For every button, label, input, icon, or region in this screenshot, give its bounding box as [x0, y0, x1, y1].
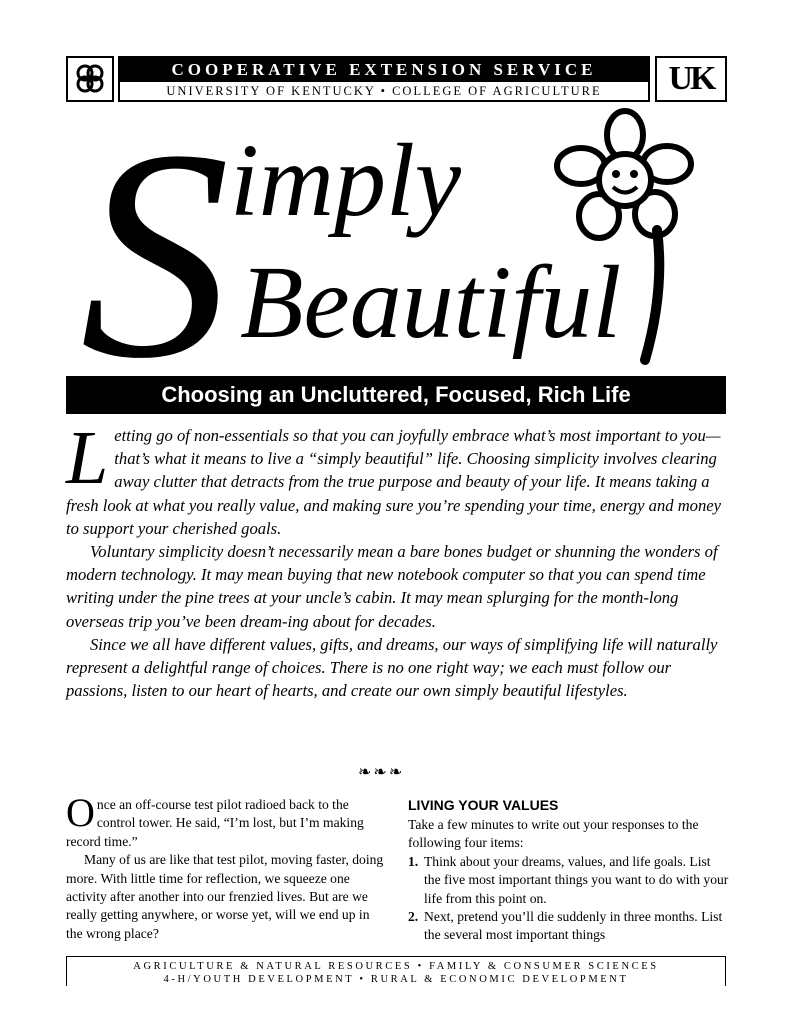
- list-text: Next, pretend you’ll die suddenly in three months. List the several most important things: [424, 909, 723, 943]
- title-line1: imply: [230, 123, 462, 238]
- section-intro: Take a few minutes to write out your responses to the following four items:: [408, 817, 699, 851]
- intro-paragraph-3: Since we all have different values, gifts, and dreams, our ways of simplifying life will naturally represent a delightful range of choices. There is no one right way; we each must follow our passions, listen to our heart of hearts, and create our own simply beautiful lifestyles.: [66, 634, 718, 701]
- uk-logo: [655, 56, 727, 102]
- title-big-s: S: [80, 105, 230, 375]
- list-item: [408, 853, 730, 908]
- intro-paragraph-text: etting go of non-essentials so that you can joyfully embrace what’s most important to you—that’s what it means to live a “simply beautiful” life. Choosing simplicity involves clearing away clutter that detracts from the true purpose and beauty of your life. It means taking a fresh look at what you really value, and making sure you’re spending your time, energy and money to support your cherished goals.: [66, 426, 721, 538]
- ornament-divider: ❧❧❧: [358, 764, 405, 781]
- uk-logo-text: UK: [668, 60, 714, 97]
- drop-cap-o: O: [66, 790, 95, 835]
- list-text: Think about your dreams, values, and life goals. List the five most important things you want to do with your life from this point on.: [424, 853, 729, 906]
- org-name: COOPERATIVE EXTENSION SERVICE: [120, 58, 648, 82]
- list-number: 2.: [408, 909, 419, 925]
- title-line2: Beautiful: [240, 245, 622, 360]
- header-banner: [118, 56, 650, 102]
- clover-logo-icon: [72, 61, 108, 97]
- pilot-paragraph-text: nce an off-course test pilot radioed back to the control tower. He said, “I’m lost, but I’m making record time.”: [66, 797, 364, 849]
- right-column: [408, 796, 730, 945]
- footer-line-2: 4-H/YOUTH DEVELOPMENT • RURAL & ECONOMIC DEVELOPMENT: [163, 974, 629, 985]
- drop-cap: L: [66, 416, 109, 500]
- intro-text: [66, 416, 726, 702]
- left-column: [66, 790, 388, 943]
- intro-paragraph: [66, 416, 726, 540]
- footer-line-1: AGRICULTURE & NATURAL RESOURCES • FAMILY & CONSUMER SCIENCES: [133, 961, 659, 972]
- extension-logo: [66, 56, 114, 102]
- subtitle-banner: Choosing an Uncluttered, Focused, Rich Life: [66, 376, 726, 414]
- section-heading: LIVING YOUR VALUES: [408, 797, 559, 813]
- university-name: UNIVERSITY OF KENTUCKY • COLLEGE OF AGRICULTURE: [166, 84, 602, 98]
- pilot-paragraph: [66, 790, 388, 851]
- reflection-paragraph: Many of us are like that test pilot, moving faster, doing more. With little time for reflection, we squeeze one activity after another into our frenzied lives. But are we really getting anywhere, or worse yet, will we end up in the wrong place?: [66, 852, 384, 941]
- program-areas-footer: [66, 956, 726, 986]
- list-item: [408, 908, 730, 945]
- list-number: 1.: [408, 853, 419, 869]
- title-art: [80, 105, 720, 375]
- intro-paragraph-2: Voluntary simplicity doesn’t necessarily mean a bare bones budget or shunning the wonders of modern technology. It may mean buying that new notebook computer so that you can spend time writing under the pine trees at your uncle’s cabin. It may mean splurging for the month-long overseas trip you’ve been dream-ing about for decades.: [66, 542, 718, 631]
